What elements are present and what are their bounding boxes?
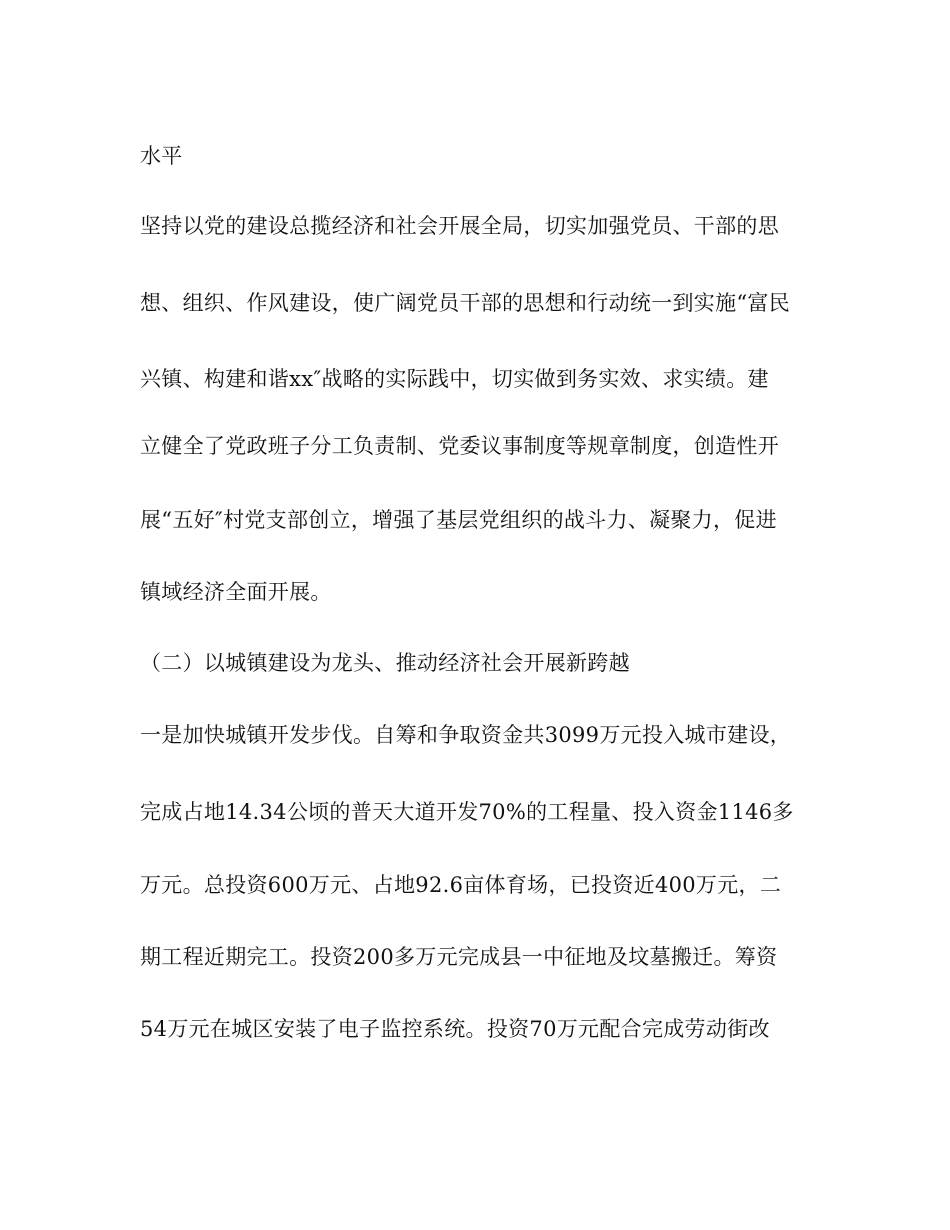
- text-line: 坚持以党的建设总揽经济和社会开展全局，切实加强党员、干部的思: [140, 214, 779, 238]
- text-line: 万元。总投资600万元、占地92.6亩体育场，已投资近400万元，二: [140, 873, 782, 897]
- section-heading: （二）以城镇建设为龙头、推动经济社会开展新跨越: [140, 651, 630, 675]
- text-line: 想、组织、作风建设，使广阔党员干部的思想和行动统一到实施“富民: [140, 291, 791, 315]
- text-line: 一是加快城镇开发步伐。自筹和争取资金共3099万元投入城市建设，: [140, 723, 792, 747]
- text-line: 展“五好″村党支部创立，增强了基层党组织的战斗力、凝聚力，促进: [140, 508, 777, 532]
- text-line: 立健全了党政班子分工负责制、党委议事制度等规章制度，创造性开: [140, 434, 779, 458]
- text-line-heading-fragment: 水平: [140, 144, 183, 168]
- text-line: 兴镇、构建和谐xx″战略的实际践中，切实做到务实效、求实绩。建: [140, 367, 769, 391]
- text-line: 完成占地14.34公顷的普天大道开发70%的工程量、投入资金1146多: [140, 800, 794, 824]
- text-line: 期工程近期完工。投资200多万元完成县一中征地及坟墓搬迁。筹资: [140, 945, 778, 969]
- text-line: 镇域经济全面开展。: [140, 580, 332, 604]
- text-line: 54万元在城区安装了电子监控系统。投资70万元配合完成劳动街改: [140, 1017, 770, 1041]
